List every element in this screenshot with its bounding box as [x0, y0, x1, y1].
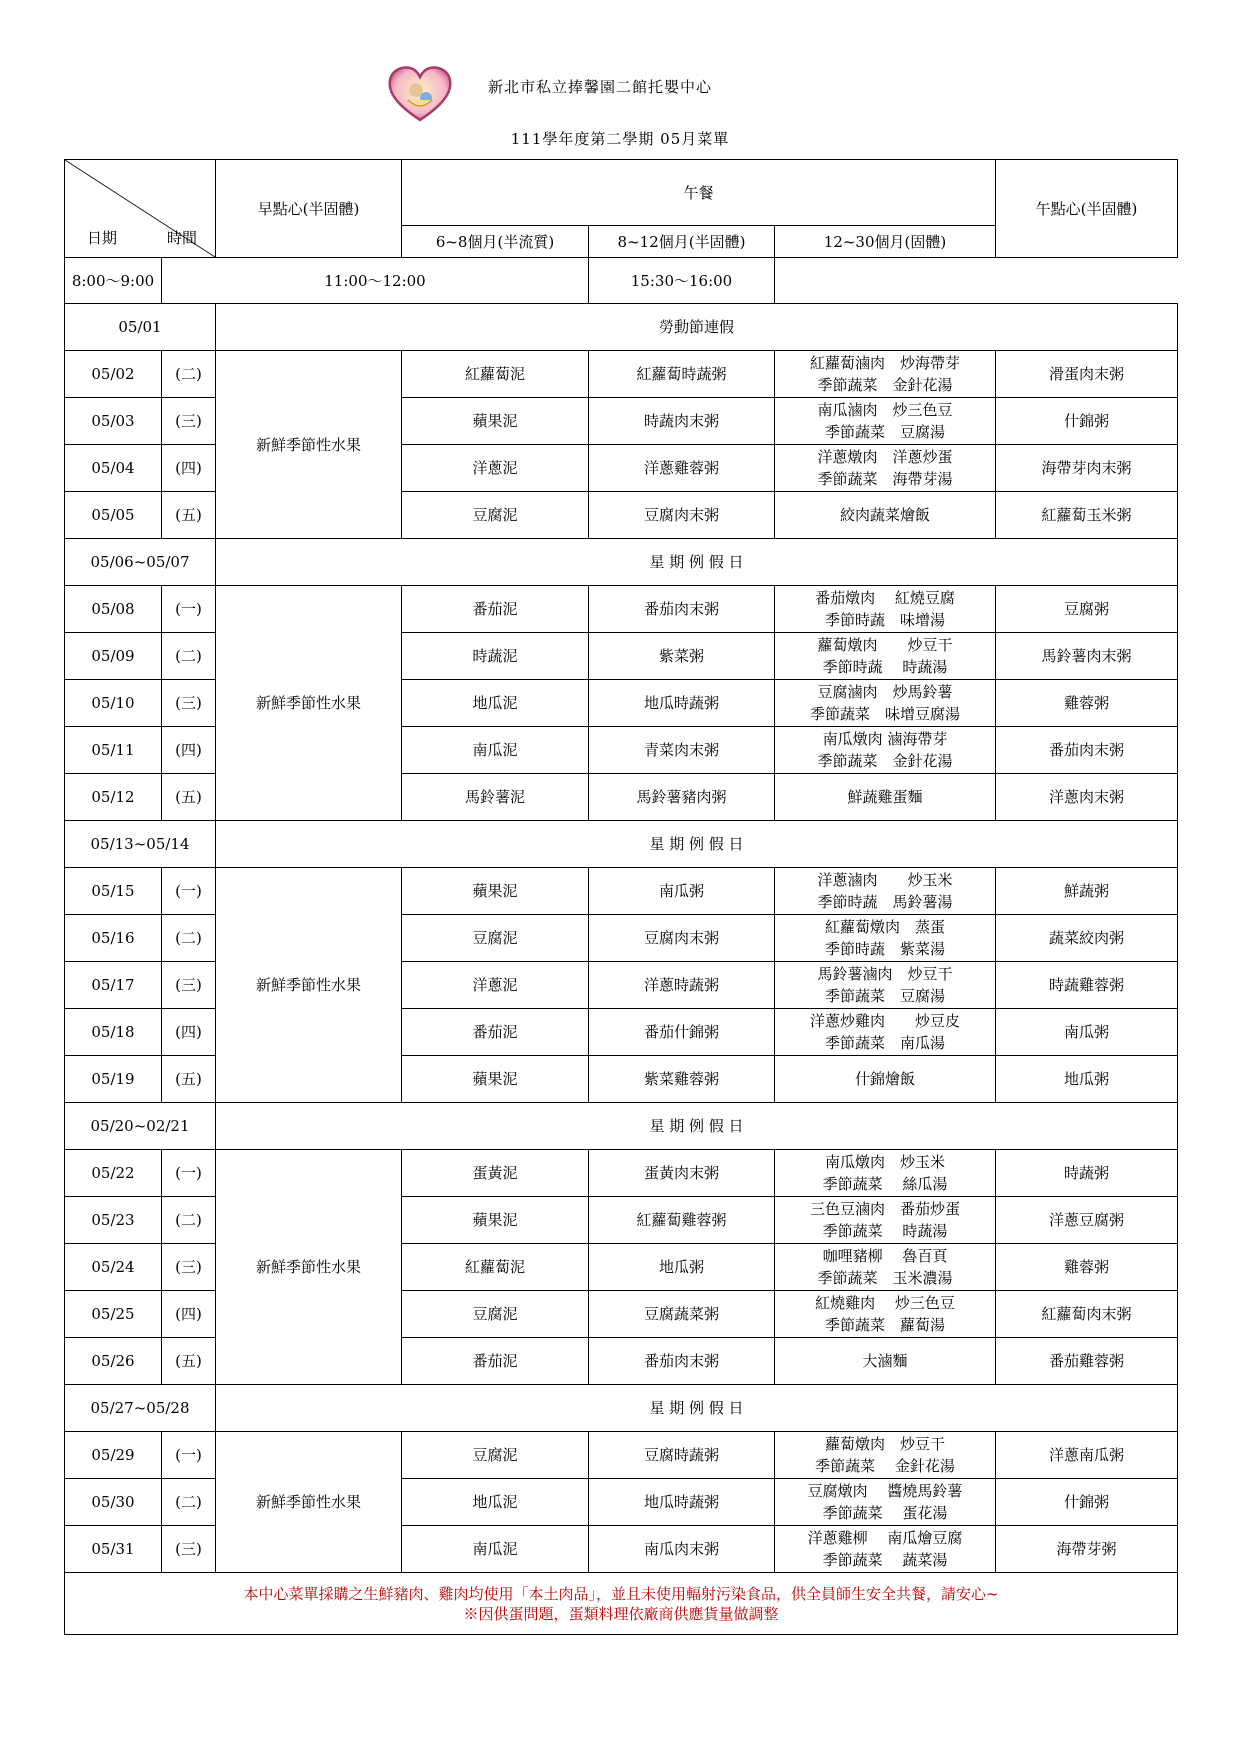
footer-notes [65, 1573, 1178, 1635]
lunch-6-8-dish: 蛋黃泥 [402, 1150, 589, 1197]
afternoon-snack: 什錦粥 [996, 1479, 1178, 1526]
lunch-8-12-dish: 豆腐肉末粥 [589, 492, 775, 539]
lunch-12-30-line1: 鮮蔬雞蛋麵 [847, 788, 923, 806]
weekday: (五) [162, 492, 216, 539]
weekday: (三) [162, 1244, 216, 1291]
weekday: (四) [162, 1009, 216, 1056]
day-date: 05/05 [65, 492, 162, 539]
lunch-12-30-dish [775, 1009, 996, 1056]
weekday: (三) [162, 398, 216, 445]
lunch-6-8-dish: 地瓜泥 [402, 680, 589, 727]
weekday: (四) [162, 445, 216, 492]
breakfast-time: 8:00～9:00 [65, 258, 162, 304]
lunch-12-30-dish [775, 1526, 996, 1573]
lunch-12-30-dish [775, 1244, 996, 1291]
lunch-12-30-dish [775, 774, 996, 821]
afternoon-snack: 蔬菜絞肉粥 [996, 915, 1178, 962]
afternoon-snack: 馬鈴薯肉末粥 [996, 633, 1178, 680]
lunch-12-30-dish [775, 1197, 996, 1244]
lunch-8-12-dish: 紅蘿蔔時蔬粥 [589, 351, 775, 398]
menu-day-row [65, 586, 1178, 633]
breakfast-header: 早點心(半固體) [216, 160, 402, 258]
lunch-12-30-line2: 季節蔬菜 蘿蔔湯 [825, 1316, 946, 1334]
day-date: 05/18 [65, 1009, 162, 1056]
day-date: 05/10 [65, 680, 162, 727]
lunch-12-30-line2: 季節蔬菜 蛋花湯 [822, 1504, 948, 1522]
afternoon-snack: 豆腐粥 [996, 586, 1178, 633]
lunch-8-12-dish: 豆腐蔬菜粥 [589, 1291, 775, 1338]
lunch-8-12-dish: 番茄肉末粥 [589, 586, 775, 633]
lunch-time: 11:00～12:00 [162, 258, 589, 304]
lunch-12-30-line1: 蘿蔔燉肉 炒豆干 [825, 1435, 946, 1453]
holiday-date: 05/27~05/28 [65, 1385, 216, 1432]
holiday-label: 勞動節連假 [216, 304, 1178, 351]
holiday-label: 星 期 例 假 日 [216, 539, 1178, 586]
weekday: (二) [162, 351, 216, 398]
menu-day-row [65, 868, 1178, 915]
lunch-8-12-dish: 蛋黃肉末粥 [589, 1150, 775, 1197]
school-name: 新北市私立捧馨園二館托嬰中心 [488, 78, 713, 96]
lunch-6-8-dish: 洋蔥泥 [402, 962, 589, 1009]
lunch-12-30-line1: 洋蔥炒雞肉 炒豆皮 [810, 1012, 961, 1030]
lunch-8-12-dish: 豆腐時蔬粥 [589, 1432, 775, 1479]
lunch-8-12-dish: 地瓜時蔬粥 [589, 680, 775, 727]
day-date: 05/16 [65, 915, 162, 962]
lunch-6-8-dish: 蘋果泥 [402, 1197, 589, 1244]
afternoon-snack: 洋蔥南瓜粥 [996, 1432, 1178, 1479]
lunch-8-12-dish: 紅蘿蔔雞蓉粥 [589, 1197, 775, 1244]
lunch-8-12-dish: 番茄肉末粥 [589, 1338, 775, 1385]
lunch-12-30-dish [775, 1291, 996, 1338]
weekday: (五) [162, 1056, 216, 1103]
holiday-row [65, 1385, 1178, 1432]
day-date: 05/15 [65, 868, 162, 915]
afternoon-snack: 紅蘿蔔肉末粥 [996, 1291, 1178, 1338]
heart-logo-icon [386, 64, 454, 122]
lunch-12-30-dish [775, 962, 996, 1009]
afternoon-snack: 番茄雞蓉粥 [996, 1338, 1178, 1385]
lunch-12-30-line1: 南瓜燉肉 滷海帶芽 [822, 730, 948, 748]
lunch-12-30-line1: 蘿蔔燉肉 炒豆干 [817, 636, 953, 654]
lunch-12-30-line2: 季節蔬菜 豆腐湯 [825, 423, 946, 441]
lunch-12-30-dish [775, 1479, 996, 1526]
day-date: 05/12 [65, 774, 162, 821]
lunch-12-30-line2: 季節蔬菜 金針花湯 [815, 1457, 955, 1475]
day-date: 05/03 [65, 398, 162, 445]
day-date: 05/22 [65, 1150, 162, 1197]
lunch-8-12-dish: 洋蔥雞蓉粥 [589, 445, 775, 492]
header-row [65, 160, 1178, 226]
lunch-header: 午餐 [402, 160, 996, 226]
afternoon-snack: 洋蔥豆腐粥 [996, 1197, 1178, 1244]
weekday: (四) [162, 727, 216, 774]
lunch-12-30-line2: 季節蔬菜 南瓜湯 [825, 1034, 946, 1052]
weekday: (二) [162, 1197, 216, 1244]
lunch-12-30-line1: 洋蔥滷肉 炒玉米 [817, 871, 953, 889]
breakfast-fruit: 新鮮季節性水果 [216, 1150, 402, 1385]
lunch-8-12-header: 8~12個月(半固體) [589, 226, 775, 258]
lunch-6-8-dish: 豆腐泥 [402, 1291, 589, 1338]
holiday-row [65, 304, 1178, 351]
weekday: (三) [162, 1526, 216, 1573]
weekday: (二) [162, 915, 216, 962]
lunch-12-30-line1: 洋蔥燉肉 洋蔥炒蛋 [817, 448, 953, 466]
lunch-12-30-dish [775, 727, 996, 774]
lunch-12-30-dish [775, 586, 996, 633]
lunch-12-30-line1: 番茄燉肉 紅燒豆腐 [815, 589, 955, 607]
lunch-6-8-dish: 蘋果泥 [402, 868, 589, 915]
afternoon-snack: 滑蛋肉末粥 [996, 351, 1178, 398]
day-date: 05/19 [65, 1056, 162, 1103]
holiday-date: 05/13~05/14 [65, 821, 216, 868]
day-date: 05/11 [65, 727, 162, 774]
lunch-12-30-line1: 三色豆滷肉 番茄炒蛋 [810, 1200, 961, 1218]
lunch-12-30-line1: 馬鈴薯滷肉 炒豆干 [817, 965, 953, 983]
day-date: 05/25 [65, 1291, 162, 1338]
lunch-12-30-line1: 南瓜滷肉 炒三色豆 [817, 401, 953, 419]
lunch-12-30-dish [775, 445, 996, 492]
lunch-8-12-dish: 地瓜時蔬粥 [589, 1479, 775, 1526]
day-date: 05/09 [65, 633, 162, 680]
lunch-12-30-dish [775, 868, 996, 915]
menu-day-row [65, 1432, 1178, 1479]
afternoon-snack: 雞蓉粥 [996, 680, 1178, 727]
weekday: (四) [162, 1291, 216, 1338]
lunch-12-30-dish [775, 1056, 996, 1103]
holiday-date: 05/01 [65, 304, 216, 351]
holiday-row [65, 539, 1178, 586]
day-date: 05/29 [65, 1432, 162, 1479]
weekday: (五) [162, 774, 216, 821]
lunch-12-30-dish [775, 351, 996, 398]
lunch-12-30-dish [775, 1338, 996, 1385]
menu-title: 111學年度第二學期 05月菜單 [510, 130, 730, 148]
day-date: 05/04 [65, 445, 162, 492]
lunch-12-30-line2: 季節時蔬 味增湯 [825, 611, 946, 629]
weekday: (三) [162, 962, 216, 1009]
lunch-12-30-line2: 季節時蔬 馬鈴薯湯 [817, 893, 953, 911]
day-date: 05/08 [65, 586, 162, 633]
lunch-12-30-line2: 季節蔬菜 海帶芽湯 [817, 470, 953, 488]
lunch-12-30-line1: 豆腐滷肉 炒馬鈴薯 [817, 683, 953, 701]
menu-day-row [65, 1150, 1178, 1197]
lunch-6-8-dish: 時蔬泥 [402, 633, 589, 680]
lunch-6-8-dish: 地瓜泥 [402, 1479, 589, 1526]
lunch-12-30-line2: 季節蔬菜 玉米濃湯 [817, 1269, 953, 1287]
lunch-12-30-line1: 豆腐燉肉 醬燒馬鈴薯 [807, 1482, 963, 1500]
lunch-12-30-line1: 大滷麵 [862, 1352, 908, 1370]
afternoon-snack: 海帶芽肉末粥 [996, 445, 1178, 492]
holiday-row [65, 821, 1178, 868]
lunch-12-30-line1: 南瓜燉肉 炒玉米 [825, 1153, 946, 1171]
afternoon-snack: 時蔬粥 [996, 1150, 1178, 1197]
lunch-12-30-dish [775, 680, 996, 727]
lunch-12-30-dish [775, 398, 996, 445]
lunch-6-8-dish: 番茄泥 [402, 1009, 589, 1056]
holiday-row [65, 1103, 1178, 1150]
lunch-8-12-dish: 馬鈴薯豬肉粥 [589, 774, 775, 821]
footer-note-meat: 本中心菜單採購之生鮮豬肉、雞肉均使用「本土肉品」，並且未使用輻射污染食品，供全員師生安全共餐，請安心~ [243, 1584, 999, 1603]
holiday-date: 05/06~05/07 [65, 539, 216, 586]
date-time-corner [65, 160, 216, 258]
time-row [65, 258, 1178, 304]
day-date: 05/26 [65, 1338, 162, 1385]
lunch-12-30-line1: 紅燒雞肉 炒三色豆 [815, 1294, 955, 1312]
holiday-label: 星 期 例 假 日 [216, 1385, 1178, 1432]
day-date: 05/17 [65, 962, 162, 1009]
menu-table [64, 159, 1178, 1635]
holiday-label: 星 期 例 假 日 [216, 821, 1178, 868]
day-date: 05/23 [65, 1197, 162, 1244]
lunch-8-12-dish: 南瓜肉末粥 [589, 1526, 775, 1573]
lunch-6-8-dish: 豆腐泥 [402, 492, 589, 539]
lunch-12-30-line2: 季節蔬菜 蔬菜湯 [822, 1551, 948, 1569]
lunch-8-12-dish: 洋蔥時蔬粥 [589, 962, 775, 1009]
lunch-8-12-dish: 番茄什錦粥 [589, 1009, 775, 1056]
afternoon-snack: 時蔬雞蓉粥 [996, 962, 1178, 1009]
holiday-date: 05/20~02/21 [65, 1103, 216, 1150]
afternoon-snack: 地瓜粥 [996, 1056, 1178, 1103]
day-date: 05/31 [65, 1526, 162, 1573]
lunch-12-30-dish [775, 633, 996, 680]
snack-header: 午點心(半固體) [996, 160, 1178, 258]
lunch-8-12-dish: 時蔬肉末粥 [589, 398, 775, 445]
day-date: 05/30 [65, 1479, 162, 1526]
lunch-12-30-line2: 季節時蔬 時蔬湯 [822, 658, 948, 676]
breakfast-fruit: 新鮮季節性水果 [216, 1432, 402, 1573]
lunch-12-30-dish [775, 1150, 996, 1197]
lunch-8-12-dish: 紫菜雞蓉粥 [589, 1056, 775, 1103]
lunch-8-12-dish: 紫菜粥 [589, 633, 775, 680]
weekday: (二) [162, 633, 216, 680]
lunch-12-30-line2: 季節時蔬 紫菜湯 [825, 940, 946, 958]
lunch-12-30-dish [775, 915, 996, 962]
breakfast-fruit: 新鮮季節性水果 [216, 868, 402, 1103]
lunch-6-8-dish: 番茄泥 [402, 586, 589, 633]
lunch-12-30-line2: 季節蔬菜 豆腐湯 [825, 987, 946, 1005]
lunch-6-8-dish: 南瓜泥 [402, 727, 589, 774]
lunch-8-12-dish: 南瓜粥 [589, 868, 775, 915]
afternoon-snack: 番茄肉末粥 [996, 727, 1178, 774]
afternoon-snack: 鮮蔬粥 [996, 868, 1178, 915]
breakfast-fruit: 新鮮季節性水果 [216, 351, 402, 539]
lunch-6-8-dish: 紅蘿蔔泥 [402, 1244, 589, 1291]
afternoon-snack: 紅蘿蔔玉米粥 [996, 492, 1178, 539]
snack-time: 15:30～16:00 [589, 258, 775, 304]
lunch-12-30-dish [775, 1432, 996, 1479]
lunch-8-12-dish: 青菜肉末粥 [589, 727, 775, 774]
lunch-6-8-dish: 豆腐泥 [402, 915, 589, 962]
lunch-6-8-dish: 洋蔥泥 [402, 445, 589, 492]
lunch-12-30-line2: 季節蔬菜 味增豆腐湯 [810, 705, 961, 723]
time-header: 時間 [167, 229, 198, 247]
menu-day-row [65, 351, 1178, 398]
weekday: (一) [162, 586, 216, 633]
weekday: (一) [162, 1432, 216, 1479]
lunch-6-8-dish: 馬鈴薯泥 [402, 774, 589, 821]
afternoon-snack: 什錦粥 [996, 398, 1178, 445]
afternoon-snack: 南瓜粥 [996, 1009, 1178, 1056]
lunch-12-30-line1: 什錦燴飯 [855, 1070, 916, 1088]
weekday: (二) [162, 1479, 216, 1526]
lunch-12-30-line2: 季節蔬菜 時蔬湯 [822, 1222, 948, 1240]
weekday: (一) [162, 868, 216, 915]
lunch-12-30-line2: 季節蔬菜 金針花湯 [817, 752, 953, 770]
day-date: 05/24 [65, 1244, 162, 1291]
holiday-label: 星 期 例 假 日 [216, 1103, 1178, 1150]
date-header: 日期 [87, 229, 118, 247]
afternoon-snack: 海帶芽粥 [996, 1526, 1178, 1573]
weekday: (三) [162, 680, 216, 727]
lunch-12-30-line2: 季節蔬菜 絲瓜湯 [822, 1175, 948, 1193]
lunch-12-30-line2: 季節蔬菜 金針花湯 [817, 376, 953, 394]
lunch-12-30-line1: 絞肉蔬菜燴飯 [840, 506, 931, 524]
lunch-12-30-line1: 紅蘿蔔滷肉 炒海帶芽 [810, 354, 961, 372]
lunch-12-30-header: 12~30個月(固體) [775, 226, 996, 258]
lunch-12-30-line1: 洋蔥雞柳 南瓜燴豆腐 [807, 1529, 963, 1547]
lunch-6-8-dish: 南瓜泥 [402, 1526, 589, 1573]
lunch-6-8-dish: 豆腐泥 [402, 1432, 589, 1479]
day-date: 05/02 [65, 351, 162, 398]
lunch-12-30-line1: 紅蘿蔔燉肉 蒸蛋 [825, 918, 946, 936]
breakfast-fruit: 新鮮季節性水果 [216, 586, 402, 821]
lunch-6-8-dish: 蘋果泥 [402, 398, 589, 445]
footer-row [65, 1573, 1178, 1635]
lunch-6-8-dish: 蘋果泥 [402, 1056, 589, 1103]
lunch-8-12-dish: 豆腐肉末粥 [589, 915, 775, 962]
footer-note-eggs: ※因供蛋問題，蛋類料理依廠商供應貨量做調整 [463, 1604, 779, 1623]
afternoon-snack: 洋蔥肉末粥 [996, 774, 1178, 821]
lunch-6-8-dish: 紅蘿蔔泥 [402, 351, 589, 398]
lunch-6-8-dish: 番茄泥 [402, 1338, 589, 1385]
lunch-12-30-dish [775, 492, 996, 539]
lunch-8-12-dish: 地瓜粥 [589, 1244, 775, 1291]
weekday: (一) [162, 1150, 216, 1197]
weekday: (五) [162, 1338, 216, 1385]
lunch-6-8-header: 6~8個月(半流質) [402, 226, 589, 258]
lunch-12-30-line1: 咖哩豬柳 魯百頁 [822, 1247, 948, 1265]
afternoon-snack: 雞蓉粥 [996, 1244, 1178, 1291]
